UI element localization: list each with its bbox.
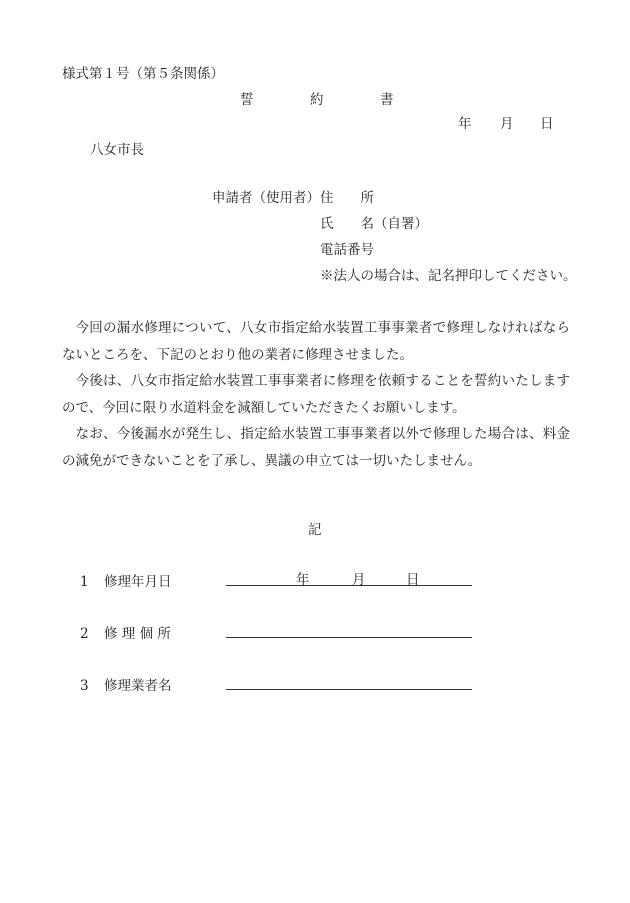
form-number: 様式第１号（第５条関係）	[62, 66, 224, 82]
date-year: 年	[458, 116, 472, 132]
contractor-name-field[interactable]	[226, 672, 472, 690]
item-contractor-name	[80, 674, 224, 694]
pledge-paragraph-2: 今後は、八女市指定給水装置工事事業者に修理を依頼することを誓約いたしますので、今回に限り水道料金を減額していただきたくお願いします。	[62, 373, 570, 416]
repair-month-label: 月	[352, 572, 366, 588]
submission-date	[458, 112, 554, 132]
ki-heading: 記	[308, 522, 322, 538]
item-label: 修理業者名	[104, 678, 172, 694]
pledge-body	[62, 315, 570, 474]
applicant-address: 住 所	[320, 190, 374, 206]
addressee: 八女市長	[90, 142, 144, 158]
item-repair-date	[80, 570, 224, 590]
date-day: 日	[540, 116, 554, 132]
item-number: 3	[80, 678, 89, 694]
applicant-note: ※法人の場合は、記名押印してください。	[320, 268, 577, 284]
pledge-paragraph-3: なお、今後漏水が発生し、指定給水装置工事事業者以外で修理した場合は、料金の減免ができないことを了承し、異議の申立ては一切いたしません。	[62, 426, 570, 469]
applicant-phone: 電話番号	[320, 242, 374, 258]
item-repair-location	[80, 622, 224, 642]
document-title	[240, 88, 394, 108]
repair-location-field[interactable]	[226, 620, 472, 638]
title-char-1: 誓	[240, 92, 254, 108]
pledge-paragraph-1: 今回の漏水修理について、八女市指定給水装置工事事業者で修理しなければならないところを、下記のとおり他の業者に修理させました。	[62, 320, 570, 363]
title-char-2: 約	[310, 92, 324, 108]
date-month: 月	[500, 116, 514, 132]
repair-day-label: 日	[406, 572, 420, 588]
repair-year-label: 年	[296, 572, 310, 588]
applicant-name: 氏 名（自署）	[320, 216, 428, 232]
title-char-3: 書	[380, 92, 394, 108]
item-number: 1	[80, 574, 89, 590]
applicant-label: 申請者（使用者）	[212, 190, 320, 206]
repair-date-field[interactable]	[226, 568, 472, 586]
item-number: 2	[80, 626, 89, 642]
item-label: 修 理 個 所	[104, 626, 171, 642]
item-label: 修理年月日	[104, 574, 172, 590]
